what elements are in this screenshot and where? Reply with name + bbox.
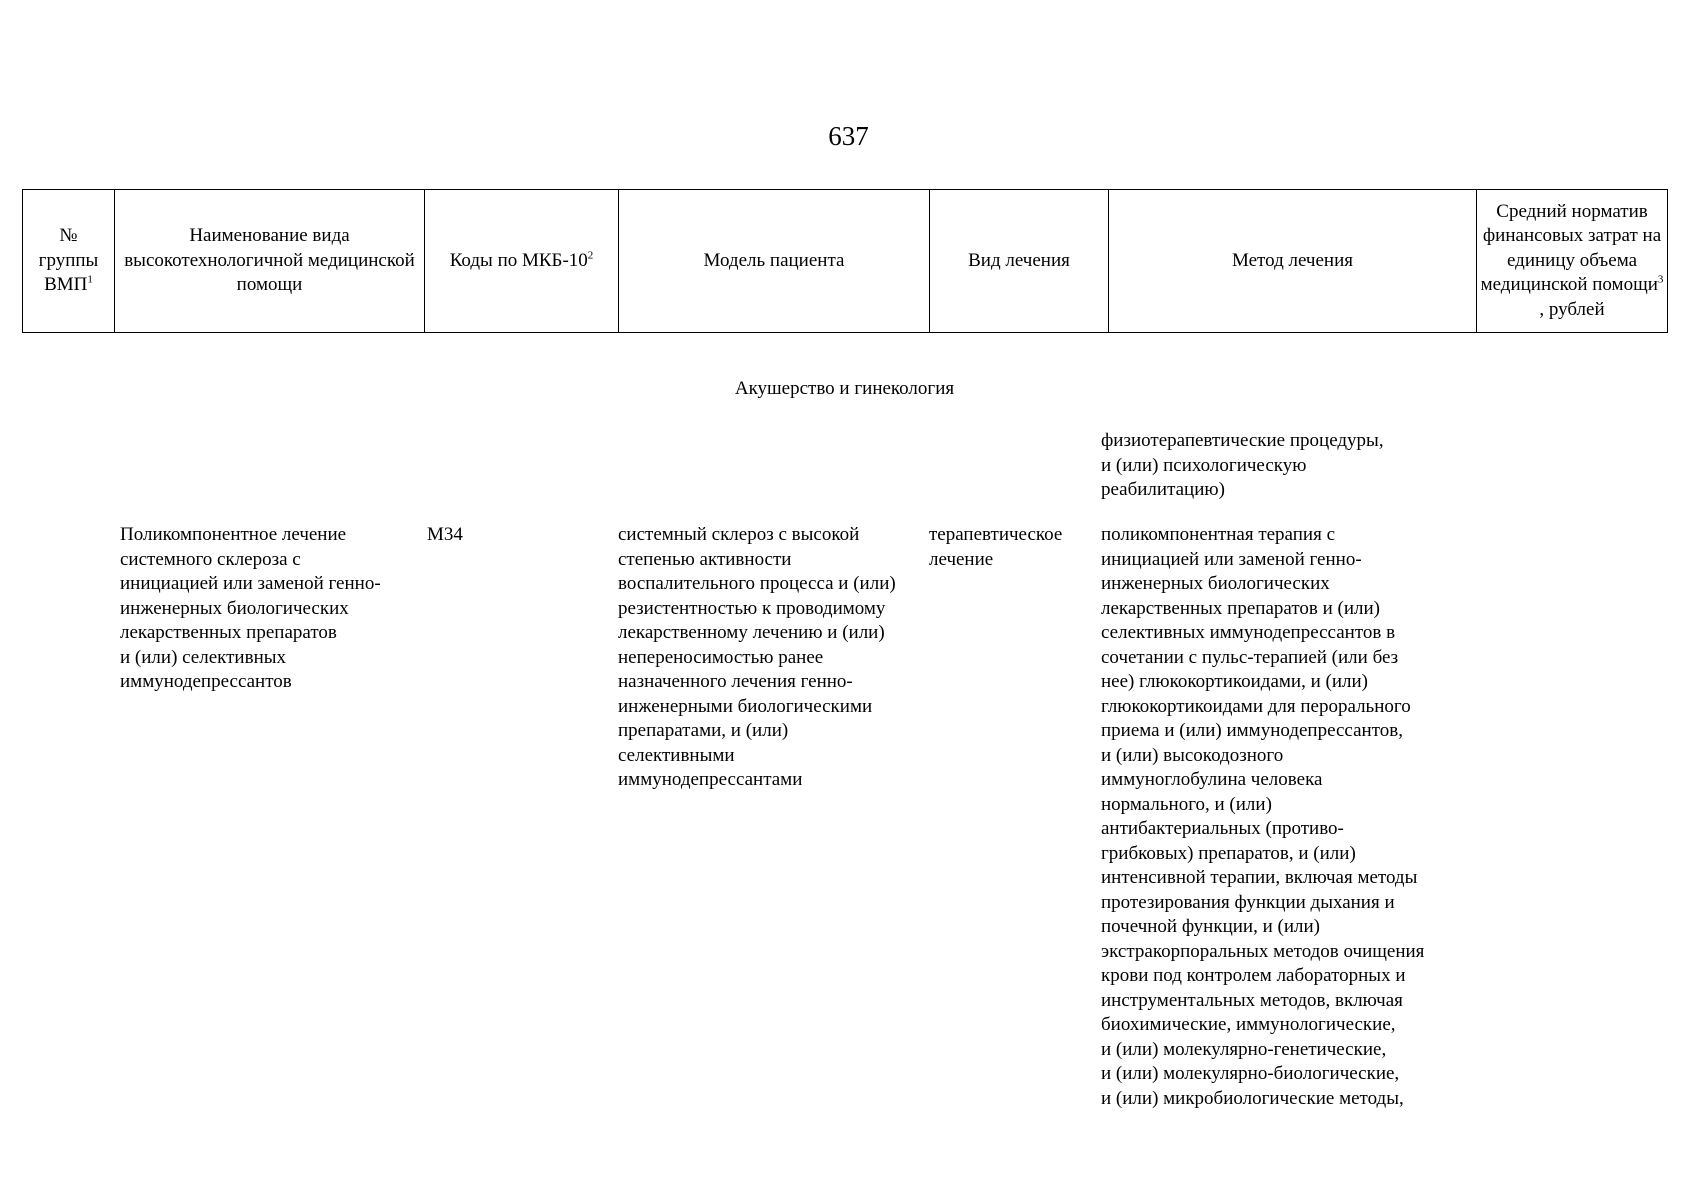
header-group-number (23, 190, 115, 333)
header-cost-label: Средний норматив финансовых затрат на единицу объема медицинской помощи (1480, 200, 1662, 296)
header-cost-standard (1477, 190, 1668, 333)
header-care-type-label: Наименование вида высокотехнологичной медицинской помощи (124, 225, 415, 296)
header-treatment-type (930, 190, 1109, 333)
row-icd-code: M34 (427, 524, 463, 545)
header-group-label: группы ВМП (38, 249, 99, 296)
table-header (22, 189, 1668, 333)
header-patient-model (619, 190, 930, 333)
footnote-3: 3 (1657, 273, 1664, 286)
row-care-name: Поликомпонентное лечение системного склероза с инициацией или заменой генно- инженерных биологических лекарственных препаратов и (или) селективных иммунодепрессантов (120, 524, 381, 692)
row-treatment-type: терапевтическое лечение (929, 524, 1063, 570)
row-treatment-method: поликомпонентная терапия с инициацией или заменой генно- инженерных биологических лекарственных препаратов и (или) селективных иммунодепрессантов в сочетании с пульс-терапией (или без нее) глюкокортикоидами, и (или) глюкокортикоидами для перорального приема и (или) иммунодепрессантов, и (или) высокодозного иммуноглобулина человека нормального, и (или) антибактериальных (противо- грибковых) препаратов, и (или) интенсивной терапии, включая методы протезирования функции дыхания и почечной функции, и (или) экстракорпоральных методов очищения крови под контролем лабораторных и инструментальных методов, включая биохимические, иммунологические, и (или) молекулярно-генетические, и (или) молекулярно-биологические, и (или) микробиологические методы, (1101, 524, 1425, 1109)
continuation-method-text: физиотерапевтические процедуры, и (или) психологическую реабилитацию) (1101, 430, 1384, 500)
row-patient-model: системный склероз с высокой степенью активности воспалительного процесса и (или) резистентностью к проводимому лекарственному лечению и (или) непереносимостью ранее назначенного лечения генно- инженерными биологическими препаратами, и (или) селективными иммунодепрессантами (618, 524, 896, 790)
header-icd-codes (425, 190, 619, 333)
header-number-sign: № (59, 225, 78, 247)
header-treatment-type-label: Вид лечения (968, 249, 1070, 271)
footnote-1: 1 (87, 273, 93, 286)
header-icd-label: Коды по МКБ-10 (449, 249, 588, 271)
page-number: 637 (828, 121, 869, 151)
section-title: Акушерство и гинекология (734, 378, 955, 399)
footnote-2: 2 (587, 249, 594, 262)
header-care-type (115, 190, 425, 333)
header-cost-unit: , рублей (1539, 298, 1605, 320)
header-treatment-method-label: Метод лечения (1231, 249, 1353, 271)
header-treatment-method (1109, 190, 1477, 333)
header-patient-model-label: Модель пациента (703, 249, 845, 271)
